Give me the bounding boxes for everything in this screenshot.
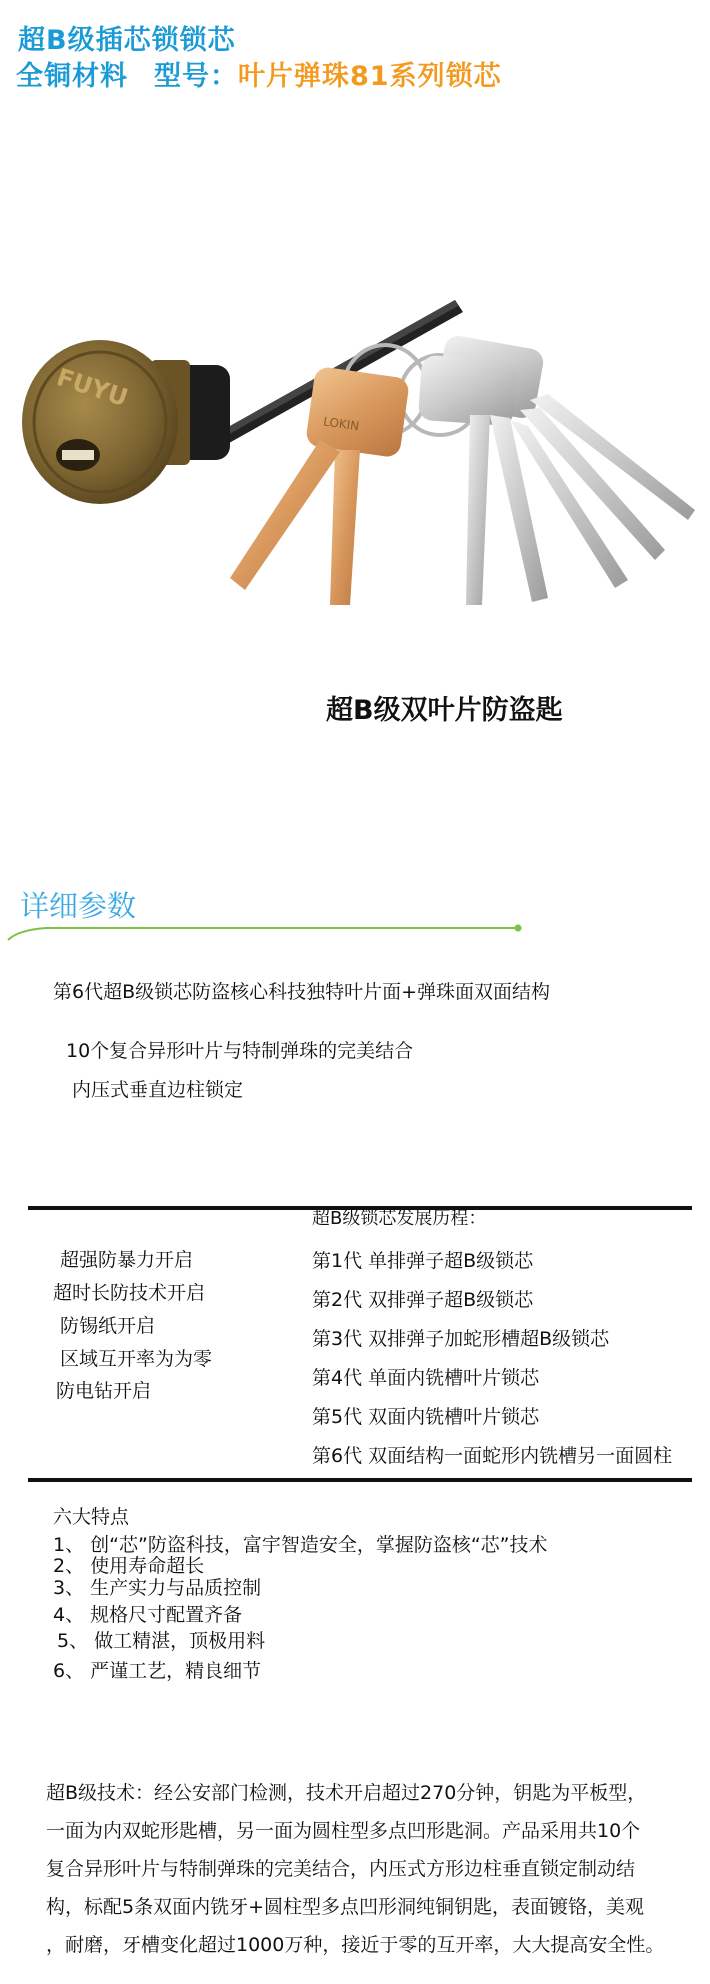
- technical-summary: [46, 1774, 691, 1964]
- section-title-details: 详细参数: [20, 889, 137, 923]
- history-item: 第3代 双排弹子加蛇形槽超B级锁芯: [312, 1328, 610, 1350]
- section-underline: [6, 924, 526, 942]
- left-list-item: 防锡纸开启: [60, 1315, 156, 1337]
- left-list-item: 防电钻开启: [56, 1380, 152, 1402]
- feature-item: 5、 做工精湛，顶极用料: [57, 1630, 266, 1652]
- history-item: 第2代 双排弹子超B级锁芯: [312, 1289, 534, 1311]
- details-line-1: 第6代超B级锁芯防盗核心科技独特叶片面+弹珠面双面结构: [53, 981, 551, 1003]
- history-item: 第4代 单面内铣槽叶片锁芯: [312, 1367, 540, 1389]
- left-list-item: 超强防暴力开启: [60, 1249, 194, 1271]
- features-title: 六大特点: [53, 1506, 130, 1528]
- lock-cylinder-and-keys-image: [0, 280, 710, 660]
- details-line-2: 10个复合异形叶片与特制弹珠的完美结合: [66, 1040, 414, 1062]
- material-label: 全铜材料: [16, 61, 128, 92]
- product-caption: 超B级双叶片防盗匙: [326, 695, 563, 726]
- feature-item: 1、 创“芯”防盗科技，富宇智造安全，掌握防盗核“芯”技术: [53, 1534, 548, 1556]
- cylinder-face: [22, 340, 178, 504]
- model-value: 叶片弹珠81系列锁芯: [238, 61, 502, 92]
- model-label: 型号：: [154, 61, 238, 92]
- summary-line: 复合异形叶片与特制弹珠的完美结合，内压式方形边柱垂直锁定制动结: [46, 1858, 636, 1880]
- gold-key: [230, 366, 410, 605]
- feature-item: 3、 生产实力与品质控制: [53, 1577, 262, 1599]
- left-list-item: 超时长防技术开启: [53, 1282, 206, 1304]
- page-title: 超B级插芯锁锁芯: [18, 25, 236, 56]
- feature-item: 6、 严谨工艺，精良细节: [53, 1660, 262, 1682]
- feature-item: 2、 使用寿命超长: [53, 1555, 205, 1577]
- silver-keys: [418, 334, 695, 605]
- history-title: 超B级锁芯发展历程：: [312, 1208, 487, 1226]
- table-bottom-rule: [28, 1478, 692, 1482]
- history-item: 第6代 双面结构一面蛇形内铣槽另一面圆柱: [312, 1445, 673, 1467]
- summary-line: ，耐磨，牙槽变化超过1000万种，接近于零的互开率，大大提高安全性。: [46, 1934, 665, 1956]
- details-line-3: 内压式垂直边柱锁定: [72, 1079, 244, 1101]
- summary-line: 构，标配5条双面内铣牙+圆柱型多点凹形洞纯铜钥匙，表面镀铬，美观: [46, 1896, 645, 1918]
- cylinder-brand-text: FUYU: [53, 363, 132, 413]
- left-list-item: 区域互开率为为零: [60, 1348, 213, 1370]
- feature-item: 4、 规格尺寸配置齐备: [53, 1604, 243, 1626]
- history-item: 第5代 双面内铣槽叶片锁芯: [312, 1406, 540, 1428]
- product-subtitle: [16, 54, 502, 93]
- summary-line: 超B级技术：经公安部门检测，技术开启超过270分钟，钥匙为平板型，: [46, 1782, 647, 1804]
- key-brand-text: LOKIN: [322, 414, 361, 434]
- history-item: 第1代 单排弹子超B级锁芯: [312, 1250, 534, 1272]
- summary-line: 一面为内双蛇形匙槽，另一面为圆柱型多点凹形匙洞。产品采用共10个: [46, 1820, 641, 1842]
